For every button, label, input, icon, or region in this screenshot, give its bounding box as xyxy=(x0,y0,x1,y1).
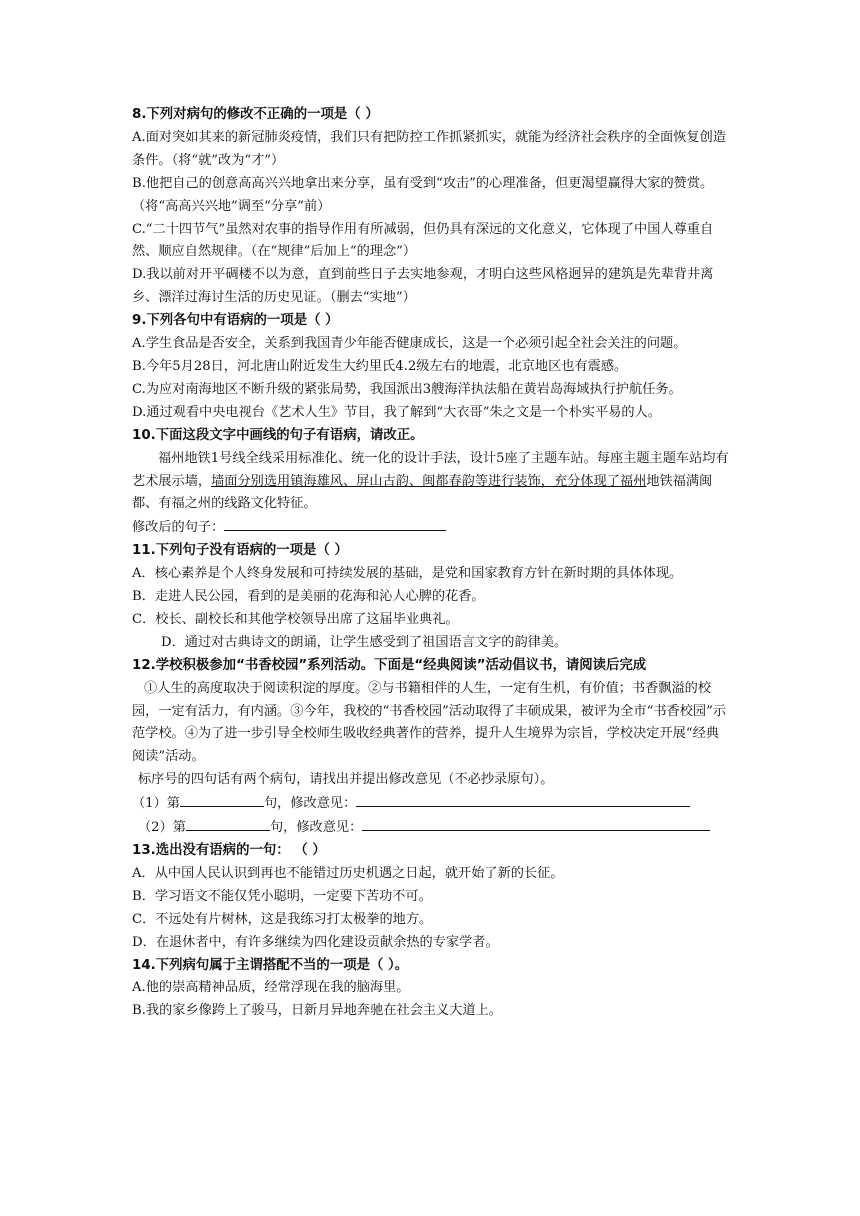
option-c: C.为应对南海地区不断升级的紧张局势，我国派出3艘海洋执法船在黄岩岛海域执行护航任务。 xyxy=(132,381,682,397)
question-title: 13.选出没有语病的一句： （ ） xyxy=(132,843,326,858)
question-9 xyxy=(132,310,732,425)
question-10 xyxy=(132,425,732,541)
passage xyxy=(132,448,732,517)
question-12 xyxy=(132,655,732,840)
question-title: 10.下面这段文字中画线的句子有语病，请改正。 xyxy=(132,427,424,443)
sentence-number-blank[interactable] xyxy=(180,792,264,807)
question-title: 9.下列各句中有语病的一项是（ ） xyxy=(132,313,339,329)
item-prefix: （2）第 xyxy=(138,820,186,836)
passage-text: 福州地铁1号线全线采用标准化、统一化的设计手法，设计5座了主题车站。每座主题主题车站均有艺术展示墙， xyxy=(132,450,729,489)
option-b: B．走进人民公园，看到的是美丽的花海和沁人心脾的花香。 xyxy=(132,589,485,605)
option-d: D.我以前对开平碉楼不以为意，直到前些日子去实地参观，才明白这些风格迥异的建筑是先辈背井离乡、漂洋过海讨生活的历史见证。（删去“实地”） xyxy=(132,267,714,306)
answer-blank[interactable] xyxy=(224,516,446,531)
option-d: D.通过观看中央电视台《艺术人生》节目，我了解到“大衣哥”朱之文是一个朴实平易的人。 xyxy=(132,404,661,420)
item-mid: 句，修改意见： xyxy=(269,820,363,836)
option-a: A.他的崇高精神品质，经常浮现在我的脑海里。 xyxy=(132,980,410,996)
option-d: D．通过对古典诗文的朗诵，让学生感受到了祖国语言文字的韵律美。 xyxy=(161,634,568,650)
option-b: B．学习语文不能仅凭小聪明，一定要下苦功不可。 xyxy=(132,888,432,904)
instruction: 标序号的四句话有两个病句，请找出并提出修改意见（不必抄录原句）。 xyxy=(138,772,554,788)
question-title: 8.下列对病句的修改不正确的一项是（ ） xyxy=(132,107,379,122)
option-a: A．核心素养是个人终身发展和可持续发展的基础，是党和国家教育方针在新时期的具体体现。 xyxy=(132,566,683,582)
option-a: A.学生食品是否安全，关系到我国青少年能否健康成长，这是一个必须引起全社会关注的问题。 xyxy=(132,336,687,352)
option-c: C.“二十四节气”虽然对农事的指导作用有所减弱，但仍具有深远的文化意义，它体现了中国人尊重自然、顺应自然规律。（在“规律”后加上“的理念”） xyxy=(132,221,714,260)
option-c: C．不远处有片树林，这是我练习打太极拳的地方。 xyxy=(132,911,433,927)
option-b: B.我的家乡像跨上了骏马，日新月异地奔驰在社会主义大道上。 xyxy=(132,1003,502,1019)
revision-blank[interactable] xyxy=(362,816,710,831)
underlined-sentence: 墙面分别选用镇海雄风、屏山古韵、闽都春韵等进行装饰，充分体现了福州 xyxy=(211,473,647,489)
answer-label: 修改后的句子： xyxy=(132,520,225,536)
option-b: B.他把自己的创意高高兴兴地拿出来分享，虽有受到“攻击”的心理准备，但更渴望赢得大家的赞赏。（将“高高兴兴地”调至“分享”前） xyxy=(132,175,714,214)
question-title: 14.下列病句属于主谓搭配不当的一项是（ ）。 xyxy=(132,957,409,973)
answer-line-1 xyxy=(132,792,732,816)
question-title: 12.学校积极参加“书香校园”系列活动。下面是“经典阅读”活动倡议书，请阅读后完成 xyxy=(132,657,647,673)
passage-text: 地铁福满闽都、有福之州的线路文化特征。 xyxy=(132,473,713,512)
passage: ①人生的高度取决于阅读积淀的厚度。②与书籍相伴的人生，一定有生机，有价值；书香飘溢的校园，一定有活力，有内涵。③今年，我校的“书香校园”活动取得了丰硕成果，被评为全市“书香校园”示范学校。④为了进一步引导全校师生吸收经典著作的营养，提升人生境界为宗旨，学校决定开展“经典阅读”活动。 xyxy=(132,680,727,765)
revision-blank[interactable] xyxy=(356,792,690,807)
question-title: 11.下列句子没有语病的一项是（ ） xyxy=(132,543,348,559)
option-d: D．在退休者中，有许多继续为四化建设贡献余热的专家学者。 xyxy=(132,934,499,950)
answer-line xyxy=(132,516,732,540)
question-13 xyxy=(132,840,732,955)
sentence-number-blank[interactable] xyxy=(186,816,270,831)
item-mid: 句，修改意见： xyxy=(263,796,357,812)
question-8 xyxy=(132,104,732,310)
item-prefix: （1）第 xyxy=(132,796,180,812)
option-a: A.面对突如其来的新冠肺炎疫情，我们只有把防控工作抓紧抓实，就能为经济社会秩序的全面恢复创造条件。（将“就”改为“才”） xyxy=(132,129,726,168)
exam-page xyxy=(132,104,732,1023)
option-c: C．校长、副校长和其他学校领导出席了这届毕业典礼。 xyxy=(132,611,459,627)
question-14 xyxy=(132,955,732,1024)
answer-line-2 xyxy=(132,816,732,840)
option-a: A．从中国人民认识到再也不能错过历史机遇之日起，就开始了新的长征。 xyxy=(132,865,564,881)
question-11 xyxy=(132,540,732,655)
option-b: B.今年5月28日，河北唐山附近发生大约里氏4.2级左右的地震，北京地区也有震感。 xyxy=(132,358,628,374)
